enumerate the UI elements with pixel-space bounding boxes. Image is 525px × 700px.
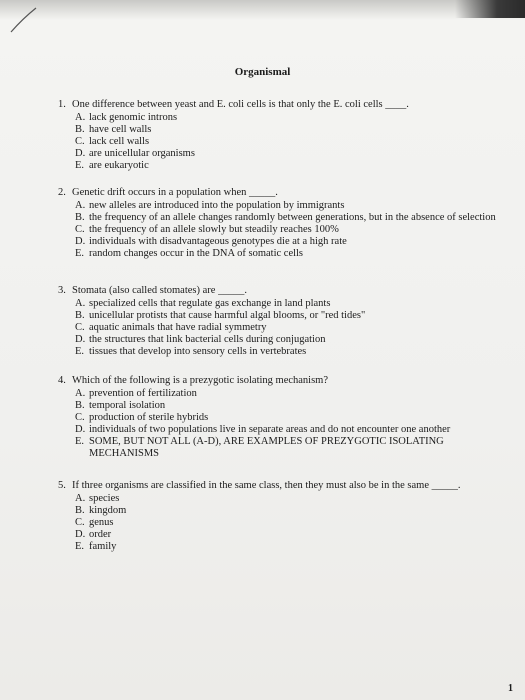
option-e xyxy=(75,436,508,460)
option-text: lack cell walls xyxy=(89,136,150,147)
option-text: individuals with disadvantageous genotypes die at a high rate xyxy=(89,236,347,247)
option-b xyxy=(75,124,498,136)
option-letter: C. xyxy=(75,517,85,528)
option-text: family xyxy=(89,541,117,552)
option-letter: B. xyxy=(75,310,85,321)
option-letter: A. xyxy=(75,112,86,123)
option-letter: E. xyxy=(75,346,85,357)
question-2 xyxy=(58,187,498,260)
option-letter: D. xyxy=(75,236,86,247)
option-letter: B. xyxy=(75,400,85,411)
question-number: 5. xyxy=(58,480,66,491)
option-a xyxy=(75,112,498,124)
option-letter: A. xyxy=(75,388,86,399)
option-d xyxy=(75,529,508,541)
option-letter: B. xyxy=(75,212,85,223)
option-text: SOME, BUT NOT ALL (A-D), ARE EXAMPLES OF PREZYGOTIC ISOLATING MECHANISMS xyxy=(89,436,444,459)
option-e xyxy=(75,160,498,172)
option-text: genus xyxy=(89,517,114,528)
question-stem xyxy=(58,375,508,387)
option-letter: E. xyxy=(75,160,85,171)
answer-options xyxy=(58,493,508,553)
option-letter: C. xyxy=(75,224,85,235)
option-c xyxy=(75,517,508,529)
option-a xyxy=(75,493,508,505)
question-number: 4. xyxy=(58,375,66,386)
option-c xyxy=(75,136,498,148)
question-text: If three organisms are classified in the same class, then they must also be in the same _____. xyxy=(72,480,461,491)
option-e xyxy=(75,248,498,260)
option-e xyxy=(75,541,508,553)
option-letter: C. xyxy=(75,322,85,333)
option-letter: E. xyxy=(75,248,85,259)
question-3 xyxy=(58,285,498,358)
option-b xyxy=(75,310,498,322)
question-text: Genetic drift occurs in a population when _____. xyxy=(72,187,278,198)
question-4 xyxy=(58,375,508,460)
option-c xyxy=(75,322,498,334)
option-text: temporal isolation xyxy=(89,400,166,411)
option-c xyxy=(75,412,508,424)
option-b xyxy=(75,400,508,412)
option-text: species xyxy=(89,493,120,504)
answer-options xyxy=(58,112,498,172)
option-text: lack genomic introns xyxy=(89,112,178,123)
option-e xyxy=(75,346,498,358)
question-text: Stomata (also called stomates) are _____. xyxy=(72,285,247,296)
answer-options xyxy=(58,388,508,460)
option-letter: C. xyxy=(75,412,85,423)
option-a xyxy=(75,388,508,400)
answer-options xyxy=(58,298,498,358)
option-text: are eukaryotic xyxy=(89,160,149,171)
question-stem xyxy=(58,285,498,297)
option-letter: D. xyxy=(75,334,86,345)
option-letter: A. xyxy=(75,298,86,309)
option-text: aquatic animals that have radial symmetry xyxy=(89,322,267,333)
question-text: One difference between yeast and E. coli cells is that only the E. coli cells ____. xyxy=(72,99,409,110)
question-stem xyxy=(58,187,498,199)
option-text: individuals of two populations live in separate areas and do not encounter one another xyxy=(89,424,451,435)
option-text: have cell walls xyxy=(89,124,152,135)
option-letter: A. xyxy=(75,200,86,211)
option-letter: D. xyxy=(75,529,86,540)
question-1 xyxy=(58,99,498,172)
question-stem xyxy=(58,99,498,111)
option-d xyxy=(75,334,498,346)
option-text: new alleles are introduced into the population by immigrants xyxy=(89,200,345,211)
page-title: Organismal xyxy=(234,66,291,78)
question-stem xyxy=(58,480,508,492)
option-text: tissues that develop into sensory cells in vertebrates xyxy=(89,346,307,357)
option-d xyxy=(75,424,508,436)
option-text: are unicellular organisms xyxy=(89,148,195,159)
option-text: random changes occur in the DNA of somatic cells xyxy=(89,248,304,259)
page-number: 1 xyxy=(508,683,513,694)
option-letter: E. xyxy=(75,541,85,552)
question-5 xyxy=(58,480,508,553)
option-text: kingdom xyxy=(89,505,127,516)
question-number: 3. xyxy=(58,285,66,296)
option-letter: E. xyxy=(75,436,85,447)
option-text: production of sterile hybrids xyxy=(89,412,209,423)
question-text: Which of the following is a prezygotic isolating mechanism? xyxy=(72,375,329,386)
answer-options xyxy=(58,200,498,260)
dark-corner-background xyxy=(455,0,525,18)
option-text: prevention of fertilization xyxy=(89,388,197,399)
option-text: specialized cells that regulate gas exchange in land plants xyxy=(89,298,331,309)
option-text: the frequency of an allele slowly but steadily reaches 100% xyxy=(89,224,339,235)
question-number: 2. xyxy=(58,187,66,198)
option-letter: B. xyxy=(75,505,85,516)
option-text: unicellular protists that cause harmful algal blooms, or "red tides" xyxy=(89,310,366,321)
option-c xyxy=(75,224,498,236)
option-d xyxy=(75,148,498,160)
question-number: 1. xyxy=(58,99,66,110)
option-text: order xyxy=(89,529,112,540)
option-d xyxy=(75,236,498,248)
option-b xyxy=(75,505,508,517)
option-b xyxy=(75,212,498,224)
option-a xyxy=(75,200,498,212)
option-letter: A. xyxy=(75,493,86,504)
option-text: the structures that link bacterial cells during conjugation xyxy=(89,334,326,345)
option-letter: B. xyxy=(75,124,85,135)
option-text: the frequency of an allele changes randomly between generations, but in the absence of selection xyxy=(89,212,496,223)
option-a xyxy=(75,298,498,310)
paper-top-shadow xyxy=(0,0,525,20)
pen-stroke-mark xyxy=(8,6,38,34)
option-letter: D. xyxy=(75,424,86,435)
option-letter: C. xyxy=(75,136,85,147)
option-letter: D. xyxy=(75,148,86,159)
